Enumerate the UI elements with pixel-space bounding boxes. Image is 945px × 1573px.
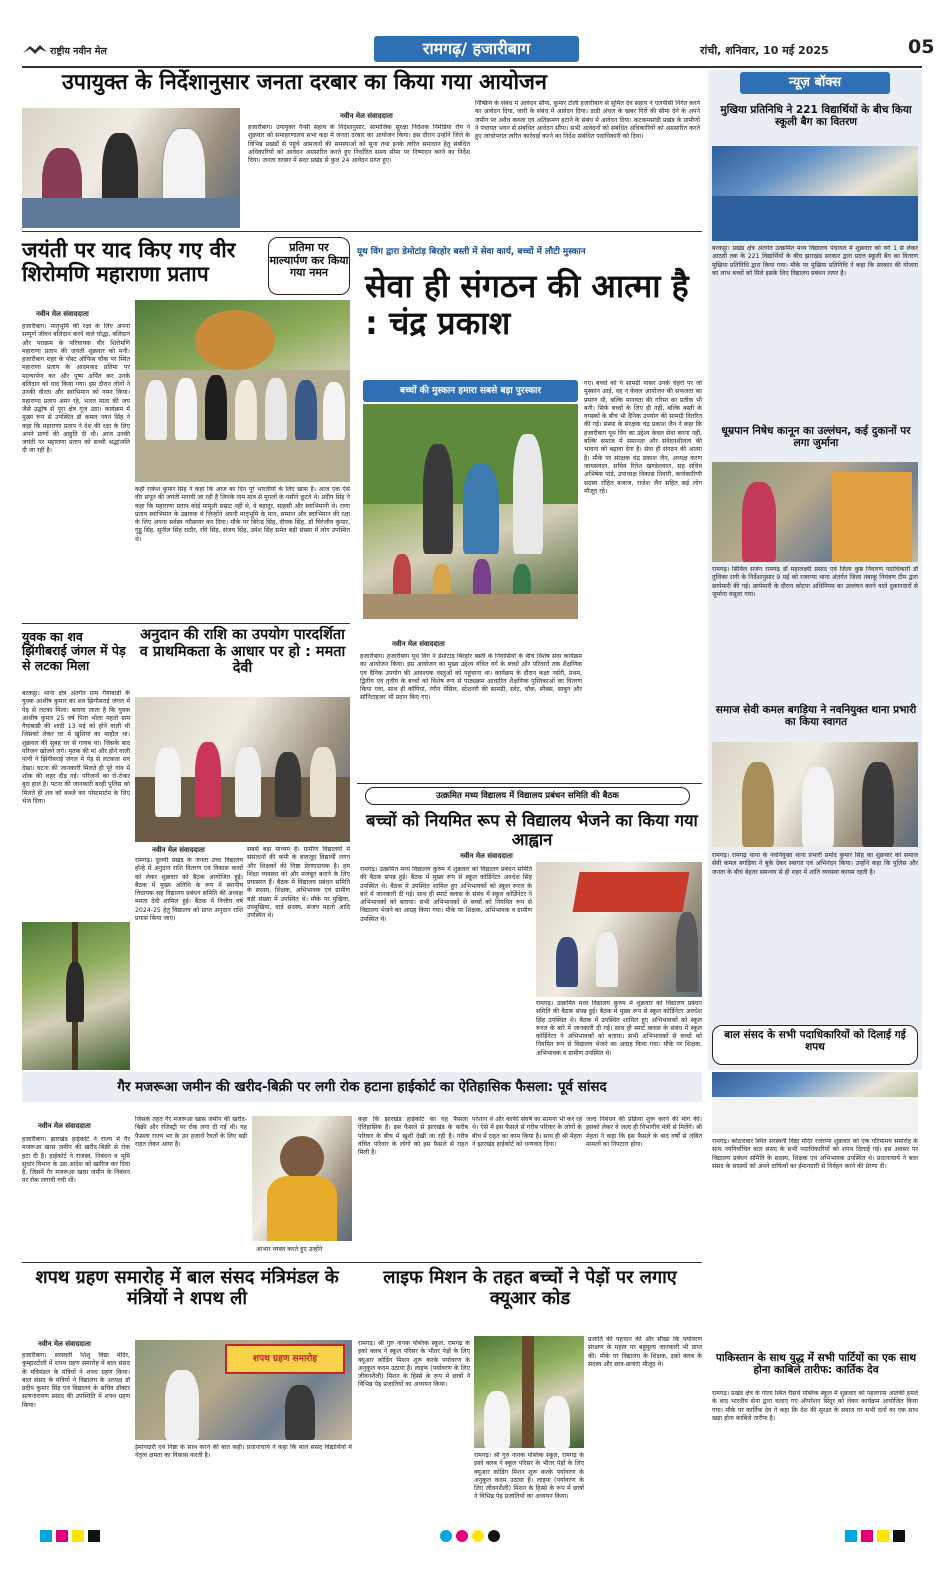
vidyalay-kicker: उत्क्रमित मध्य विद्यालय में विद्यालय प्रबंधन समिति की बैठक <box>436 791 619 801</box>
n2-headline: धूम्रपान निषेध कानून का उल्लंघन, कई दुकानों पर लगा जुर्माना <box>721 425 911 450</box>
anudan-headline: अनुदान की राशि का उपयोग पारदर्शिता व प्राथमिकता के आधार पर हो : ममता देवी <box>139 627 346 677</box>
n1-headline: मुखिया प्रतिनिधि ने 221 विद्यार्थियों के बीच किया स्कूली बैग का वितरण <box>720 104 912 129</box>
vidyalay-headline: बच्चों को नियमित रूप से विद्यालय भेजने का किया गया आह्वान <box>366 811 698 849</box>
janta-darbar-byline: नवीन मेल संवाददाता <box>340 112 393 120</box>
seva-kicker: यूथ विंग द्वारा डेमोटांड़ बिरहोर बस्ती में सेवा कार्य, बच्चों में लौटी मुस्कान <box>357 247 586 257</box>
section-banner <box>374 36 579 62</box>
divider <box>22 231 702 232</box>
header-rule <box>22 66 922 68</box>
pratap-body-2: कहीं राकेश कुमार सिंह ने कहा कि आज का दिन पूरे भारतीयों के लिए खास है। आज एक ऐसे वीर सपूत की जयंती मनायी जा रही है जिनके नाम मात्र से मुगलों के पसीने छूटते थे। प्रदीप सिंह ने कहा कि महाराणा प्रताप कोई मामूली सम्राट नहीं थे, वे बहादुर, साहसी और स्वाभिमानी थे। राणा प्रताप स्वाभिमान के उन्नायक थे जिन्होंने अपनी मातृभूमि के मान, सम्मान और स्वाभिमान की रक्षा के लिए अपना सर्वस्व न्यौछावर कर दिया। मौके पर बिरेन्द्र सिंह, दीपक सिंह, डॉ चिरंजीव कुमार, गुड्डू सिंह, सुनील सिंह राठौर, रवि सिंह, संजय सिंह, उमेश सिंह समेत बड़ी संख्या में लोग उपस्थित थे। <box>135 486 350 543</box>
anudan-body-1: रामगढ़। दुलमी प्रखंड के जनता उच्च विद्यालय होन्हे में अनुदान राशि वितरण एवं विकास कार्यों को लेकर शुक्रवार को बैठक आयोजित हुई। बैठक में मुख्य अतिथि के रूप में स्थानीय विधायक सह विद्यालय प्रबंधन समिति की अध्यक्ष ममता देवी शामिल हुई। बैठक में वित्तीय वर्ष 2024-25 हेतु विद्यालय को प्राप्त अनुदान राशि प्रयास किया जाए। <box>135 857 243 923</box>
seva-photo <box>363 404 578 619</box>
qr-body-3: रामगढ़। श्री गुरु नानक पब्लिक स्कूल, रामगढ़ के इको क्लब ने स्कूल परिसर के भीतर पेड़ों के लिए क्यूआर कोडिंग मिशन शुरू करके पर्यावरण के अनुकूल कदम उठाया है। लाइफ (पर्यावरण के लिए जीवनशैली) मिशन के हिस्से के रूप में छात्रों ने विभिन्न पेड़ प्रजातियों का अध्ययन किया। <box>474 1452 584 1501</box>
vidyalay-photo <box>536 862 702 997</box>
qr-headline: लाइफ मिशन के तहत बच्चों ने पेड़ों पर लगाए क्यूआर कोड <box>383 1267 677 1309</box>
dateline: रांची, शनिवार, 10 मई 2025 <box>700 44 829 57</box>
pratap-body-1: हजारीबाग। मातृभूमि की रक्षा के लिए अपना सम्पूर्ण जीवन बलिदान करने वाले योद्धा, बलिदान और पराक्रम के परिचायक वीर शिरोमणि महाराणा प्रताप की जयंती शुक्रवार को मनी। हजारीबाग शहर के पोस्ट ऑफिस चौक पर स्थित महाराणा प्रताप के आदमकद प्रतिमा पर माल्यार्पण कर और पुष्प अर्पित कर उनके बलिदान को याद किया गया। इस दौरान लोगों ने उनकी वीरता और स्वाभिमान को नमन किया। महाराणा प्रताप अमर रहे, भारत माता की जय जैसे उद्घोष से पूरा क्षेत्र गूंज उठा। कार्यक्रम में मुख्य रूप से उपस्थित डॉ कमल नयन सिंह ने कहा कि महाराणा प्रताप ने देश की रक्षा के लिए अपने प्राणों की आहुति दी थी। आज उनकी जयंती पर महाराणा प्रताप को सच्ची श्रद्धांजलि दी जा रही है। <box>22 323 130 455</box>
qr-body-1: रामगढ़। श्री गुरु नानक पब्लिक स्कूल, रामगढ़ के इको क्लब ने स्कूल परिसर के भीतर पेड़ों के लिए क्यूआर कोडिंग मिशन शुरू करके पर्यावरण के अनुकूल कदम उठाया है। लाइफ (पर्यावरण के लिए जीवनशैली) मिशन के हिस्से के रूप में छात्रों ने विभिन्न पेड़ प्रजातियों का अध्ययन किया। <box>358 1340 470 1389</box>
youth-body: बरकट्ठा। थाना क्षेत्र अंतर्गत ग्राम गैयाबाडी के युवक आशीष कुमार का शव झिंगीबराई जंगल में पेड़ से लटका मिला। बताया जाता है कि युवक आशीष कुमार 25 वर्ष पिता भोला महतो ग्राम गैयाबाडी की शादी 13 मई को होने वाली थी जिसको लेकर घर में खुशियां का माहौल था। शुक्रवार की सुबह घर से गायब था। जिसके बाद परिजन खोजने लगे। मृतक की मां और होने वाली पत्नी ने झिंगीबराई जंगल में पेड़ से लटकता शव देखा। घटना की जानकारी मिलते ही पूरे गांव में शोक की लहर दौड़ गई। परिजनों का रो-रोकर बुरा हाल है। पटना की जानकारी बरही पुलिस को मिलते ही शव को कब्जे कर पोस्टमार्टम के लिए भेज दिया। <box>22 690 130 805</box>
divider <box>22 1262 702 1263</box>
n3-body: रामगढ़। रामगढ़ थाना के नवनियुक्त थाना प्रभारी प्रमोद कुमार सिंह का शुक्रवार को समाज सेवी कमल बगड़िया ने बुके देकर स्वागत एवं अभिनंदन किया। उन्होंने कहा कि पुलिस और जनता के बीच बेहतर समन्वय से ही शहर में शांति व्यवस्था कायम रहती है। <box>712 852 918 876</box>
n2-body: रामगढ़। सिविल सर्जन रामगढ़ डॉ महालक्ष्मी प्रसाद एवं जिला कुष्ठ निवारण पदाधिकारी डॉ तुलिका रानी के निर्देशानुसार 9 मई को रजरप्पा थाना अंतर्गत जिला तंबाकू नियंत्रण टीम द्वारा छापेमारी की गई। छापेमारी के दौरान कोटपा अधिनियम का उल्लंघन करने वाले दुकानदारों से जुर्माना वसूला गया। <box>712 566 918 598</box>
n4-headline-box <box>712 1025 918 1065</box>
anudan-byline: नवीन मेल संवाददाता <box>152 846 205 854</box>
n1-photo <box>712 146 918 241</box>
newsbox-label: न्यूज़ बॉक्स <box>740 72 890 94</box>
youth-headline: युवक का शव झिंगीबराई जंगल में पेड़ से लटका मिला <box>22 629 126 673</box>
youth-photo <box>22 922 130 1070</box>
hc-body-4: परेशान थे और काफी संघर्ष का सामना भी कर रहे थे। ऐसे में इस फैसले से गरीब परिवार के लोगों के बीच में राहत का काम किया है। साथ ही श्री मेहता ने झारखंड हाईकोर्ट को धन्यवाद दिया। <box>472 1116 582 1148</box>
divider <box>357 783 702 784</box>
pratap-byline: नवीन मेल संवाददाता <box>36 310 89 318</box>
anudan-photo <box>135 697 350 842</box>
janta-darbar-headline: उपायुक्त के निर्देशानुसार जनता दरबार का किया गया आयोजन <box>62 70 547 95</box>
seva-body-2: गए। बच्चों को ये सामग्री पाकर उनके चेहरों पर जो मुस्कान आई, वह न केवल आयोजन की सफलता का प्रमाण थी, बल्कि मानवता की गरिमा का प्रतीक भी बनी। सिर्फ बच्चों के लिए ही नहीं, बल्कि बस्ती के वयस्कों के बीच भी दैनिक उपयोग की सामग्री वितरित की गई। संस्था के संरक्षक चंद्र प्रकाश जैन ने कहा कि हजारीबाग यूथ विंग का उद्देश्य केवल सेवा करना नहीं, बल्कि समाज में समानता और संवेदनशीलता की भावना को बढ़ावा देना है। सेवा ही संगठन की आत्मा है। मौके पर संरक्षक चंद्र प्रकाश जैन, अध्यक्ष करण जायसवाल, सचिव रितेश खण्डेलवाल, सह सचिव अभिषेक पांडे, उपाध्यक्ष विकास तिवारी, कार्यकारिणी सदस्य रोहित बजाज, राजेश जैन सहित कई लोग मौजूद रहे। <box>584 380 702 495</box>
masthead <box>22 36 935 66</box>
hc-photo <box>252 1116 352 1241</box>
n3-photo <box>712 742 918 847</box>
vidyalay-kicker-box <box>365 787 690 805</box>
seva-photo-caption-box <box>363 380 578 402</box>
shapath-headline: शपथ ग्रहण समारोह में बाल संसद मंत्रिमंडल के मंत्रियों ने शपथ ली <box>35 1267 339 1309</box>
pratap-headline: जयंती पर याद किए गए वीर शिरोमणि महाराणा प्रताप <box>22 238 236 287</box>
janta-darbar-body-1: हजारीबाग। उपायुक्त नैन्सी सहाय के निर्देशानुसार, सामाजिक सुरक्षा निदेशक निर्मेडिया रॉय ने शुक्रवार को समाहरणालय सभा कक्ष में जनता दरबार का आयोजन किया। इस दौरान उन्होंने जिले के विभिन्न प्रखंडों से पहुंचे आमजनों की समस्याओं को सुना तथा इनके त्वरित समाधान हेतु संबंधित अधिकारियों को आवेदन अग्रसारित करते हुए निर्धारित समय सीमा पर निष्पादन करने का निर्देश दिया। जनता दरबार में सदर प्रखंड से कुल 24 आवेदन प्राप्त हुए। <box>248 124 470 165</box>
qr-photo <box>474 1336 584 1448</box>
newspaper-logo: राष्ट्रीय नवीन मेल <box>50 46 107 57</box>
pratap-photo <box>135 300 350 482</box>
n5-headline: पाकिस्तान के साथ युद्ध में सभी पार्टियों का एक साथ होना काबिले तारीफ: कार्तिक देव <box>715 1352 917 1377</box>
hc-headline: गैर मजरूआ जमीन की खरीद-बिक्री पर लगी रोक हटाना हाईकोर्ट का ऐतिहासिक फैसला: पूर्व सांसद <box>117 1079 607 1095</box>
seva-body-1: हजारीबाग। हजारीबाग यूथ विंग ने डेमोटांड़ बिरहोर बस्ती के निवासियों के बीच विशेष सेवा कार्यक्रम का आयोजन किया। इस आयोजन का मुख्य उद्देश्य वंचित वर्ग के बच्चों और परिवारों तक शैक्षणिक एवं दैनिक उपयोग की आवश्यक वस्तुओं को पहुंचाना था। कार्यक्रम के दौरान कक्षा नर्सरी, प्रथम, द्वितीय एवं तृतीय के बच्चों को विशेष रूप से पाठ्यक्रम आधारित शैक्षणिक पुस्तिकाओं का वितरण किया गया, साथ ही कॉपियां, रंगीन पेंसिल, स्टेशनरी की सामग्री, स्लेट, चॉक, स्नैक्स, साबुन और सॉनिटाइजर भी प्रदान किए गए। <box>360 653 582 702</box>
n3-headline: समाज सेवी कमल बगड़िया ने नवनियुक्त थाना प्रभारी का किया स्वागत <box>715 704 917 729</box>
hc-caption: आभार व्यक्त करते हुए उन्होंने <box>256 1246 323 1253</box>
eagle-logo-icon <box>22 42 48 56</box>
n5-body: रामगढ़। प्रखंड क्षेत्र के गोला स्थित रीसर्च पब्लिक स्कूल में शुक्रवार को पहलगाम आतंकी हमले के बाद भारतीय सेना द्वारा चलाए गए ऑपरेशन सिंदूर को लेकर कार्यक्रम आयोजित किया गया। मौके पर कार्तिक देव ने कहा कि देश की सुरक्षा के सवाल पर सभी दलों का एक साथ खड़ा होना काबिले तारीफ है। <box>712 1390 918 1422</box>
shapath-byline: नवीन मेल संवाददाता <box>38 1340 91 1348</box>
pratap-callout: प्रतिमा पर माल्यार्पण कर किया गया नमन <box>268 237 350 295</box>
vidyalay-byline: नवीन मेल संवाददाता <box>460 852 513 860</box>
seva-headline: सेवा ही संगठन की आत्मा है : चंद्र प्रकाश <box>365 267 689 342</box>
vidyalay-body-2: रामगढ़। उत्क्रमित मध्य विद्यालय कुरुम में शुक्रवार को विद्यालय प्रबंधन समिति की बैठक संपन्न हुई। बैठक में मुख्य रूप से स्कूल कोर्डिनेटर अवधेश सिंह उपस्थित थे। बैठक में उपस्थित शामिल हुए अभिभावकों को स्कूल रूरल के बारे में जानकारी दी गई। साथ ही स्मार्ट क्लास के संबंध में स्कूल कोर्डिनेटर ने अभिभावकों को बताया। सभी अभिभावकों से बच्चों को नियमित रूप से विद्यालय भेजने का आग्रह किया गया। मौके पर शिक्षक, अभिभावक व ग्रामीण उपस्थित थे। <box>536 1000 702 1057</box>
hc-body-3: कहा कि झारखंड हाईकोर्ट का यह फैसला ऐतिहासिक है। इस फैसले से झारखंड के करीब परिवार के बीच में खुशी देखी जा रही है। गरीब वंचित परिवार के लोगों को इस फैसले से राहत मिली है। <box>358 1116 468 1157</box>
shapath-photo <box>135 1340 352 1440</box>
n4-body: रामगढ़। कोठारवार स्थित सरस्वती विद्या मंदिर रजरप्पा शुक्रवार को एक गरिमामय समारोह के साथ नवनिर्वाचित बाल संसद के सभी पदाधिकारियों को शपथ दिलाई गई। इस अवसर पर विद्यालय प्रबंधन समिति के सदस्य, शिक्षक एवं अभिभावक उपस्थित थे। प्रधानाचार्य ने बाल संसद के सदस्यों को अपने दायित्वों का ईमानदारी से निर्वहन करने की प्रेरणा दी। <box>712 1138 918 1170</box>
n1-body: बरकट्ठा। प्रखंड क्षेत्र अंतर्गत उत्क्रमित मध्य विद्यालय पंचायत में शुक्रवार को वर्ग 1 से लेकर आठवीं तक के 221 विद्यार्थियों के बीच झारखंड सरकार द्वारा प्रदत्त स्कूली बैग का वितरण मुखिया प्रतिनिधि द्वारा किया गया। मौके पर मुखिया प्रतिनिधि ने कहा कि सरकार की योजना का लाभ बच्चों को मिले इसके लिए विद्यालय प्रबंधन तत्पर है। <box>712 245 918 277</box>
hc-body-1: हजारीबाग। झारखंड हाईकोर्ट ने राज्य में गैर मजरूआ खास जमीन की खरीद-बिक्री से रोक हटा दी है। हाईकोर्ट ने राजस्व, निबंधन व भूमि सुधार विभाग के उस आदेश को खारिज कर दिया है, जिसमें गैर मजरूआ खास जमीन के निबंधन पर रोक लगायी गयी थी। <box>22 1136 130 1185</box>
hc-headline-band <box>22 1072 702 1102</box>
shapath-body-1: हजारीबाग। सरस्वती शिशु विद्या मंदिर, कुम्हारटोली में शपथ ग्रहण समारोह में बाल संसद के मंत्रिमंडल के मंत्रियों ने शपथ ग्रहण किया। बाल संसद के मंत्रियों ने विद्यालय के अध्यक्ष डॉ प्रदीप कुमार सिंह एवं विद्यालय के सचिव डॉक्टर सत्यनारायण प्रसाद की उपस्थिति में शपथ ग्रहण किया। <box>22 1352 130 1409</box>
shapath-banner: शपथ ग्रहण समारोह <box>252 1354 318 1364</box>
vidyalay-body: रामगढ़। उत्क्रमित मध्य विद्यालय कुरुम में शुक्रवार को विद्यालय प्रबंधन समिति की बैठक संपन्न हुई। बैठक में मुख्य रूप से स्कूल कोर्डिनेटर अवधेश सिंह उपस्थित थे। बैठक में उपस्थित शामिल हुए अभिभावकों को स्कूल रूरल के बारे में जानकारी दी गई। साथ ही स्मार्ट क्लास के संबंध में स्कूल कोर्डिनेटर ने अभिभावकों को बताया। सभी अभिभावकों से बच्चों को नियमित रूप से विद्यालय भेजने का आग्रह किया गया। मौके पर शिक्षक, अभिभावक व ग्रामीण उपस्थित थे। <box>360 866 532 923</box>
janta-darbar-photo <box>22 108 240 228</box>
hc-byline: नवीन मेल संवाददाता <box>38 1122 91 1130</box>
n4-photo <box>712 1072 918 1134</box>
anudan-body-2: सबसे बड़ा माध्यम है। ग्रामीण विद्यालयों में संसाधनों की कमी के बावजूद विद्यार्थी लगन और शिक्षकों की निष्ठा प्रेरणादायक है। हम शिक्षा व्यवस्था को और मजबूत बनाने के लिए प्रयासरत हैं। बैठक में विद्यालय प्रबंधन समिति के सदस्य, शिक्षक, अभिभावक एवं ग्रामीण बड़ी संख्या में उपस्थित थे। मौके पर मुखिया, उपमुखिया, वार्ड सदस्य, संजय महतो आदि उपस्थित थे। <box>247 846 350 920</box>
hc-body-5: जल्द निबंधन की प्रक्रिया शुरू करने की मांग की। इसको लेकर वे जल्द ही विभागीय मंत्री से मिलेंगे। श्री मेहता ने कहा कि इस फैसले के बाद वर्षों से लंबित मामलों का निपटारा होगा। <box>586 1116 702 1148</box>
janta-darbar-body-2: निष्क्रिय के संबंध में आवेदन सौंपा, कुमार टोली हजारीबाग से सुमित देव सहाय ने एलपीसी निर्गत करने का आवेदन दिया, जारी के संबंध में आवेदन दिया। डाडी अंचल के खबर गिरी की सीमा देने के अपने जमीन पर अवैध कब्जा एवं अतिक्रमण हटाने के संबंध में आवेदन दिया। कटकमसांडी प्रखंड के ग्रामीणों ने पंचायत भवन से संबंधित आवेदन सौंपा। सभी आवेदनों को संबंधित अधिकारियों को अग्रसारित करते हुए जांचोपरांत त्वरित कार्रवाई करने का निर्देश संबंधित पदाधिकारी को दिया। <box>475 100 700 141</box>
page-number: 05 <box>908 36 935 58</box>
qr-body-2: प्रजाति की पहचान की और सीखा कि पर्यावरण संरक्षण के महत्व पर बहुमूल्य जानकारी भी प्राप्त की। मौके पर विद्यालय के शिक्षक, इको क्लब के सदस्य और छात्र-छात्राएं मौजूद थे। <box>588 1336 702 1368</box>
seva-photo-caption: बच्चों की मुस्कान हमारा सबसे बड़ा पुरस्कार <box>399 386 542 396</box>
divider <box>22 623 350 624</box>
shapath-body-2: ईमानदारी एवं निष्ठा के साथ करने की बात कही। प्रधानाचार्य ने कहा कि बाल संसद विद्यार्थियों में नेतृत्व क्षमता का विकास करती है। <box>135 1444 352 1460</box>
section-title: रामगढ़/ हजारीबाग <box>422 39 531 58</box>
seva-byline: नवीन मेल संवाददाता <box>392 640 445 648</box>
print-registration-marks <box>0 1530 945 1544</box>
n2-photo <box>712 462 918 562</box>
hc-body-2: जिसके तहत गैर मजरूआ खास जमीन की खरीद-बिक्री और रजिस्ट्री पर रोक लगा दी गई थी। यह फैसला राज्य भर के उन हजारों रैयतों के लिए बड़ी राहत लेकर आया है। <box>135 1116 247 1148</box>
n4-headline: बाल संसद के सभी पदाधिकारियों को दिलाई गई शपथ <box>724 1029 906 1054</box>
